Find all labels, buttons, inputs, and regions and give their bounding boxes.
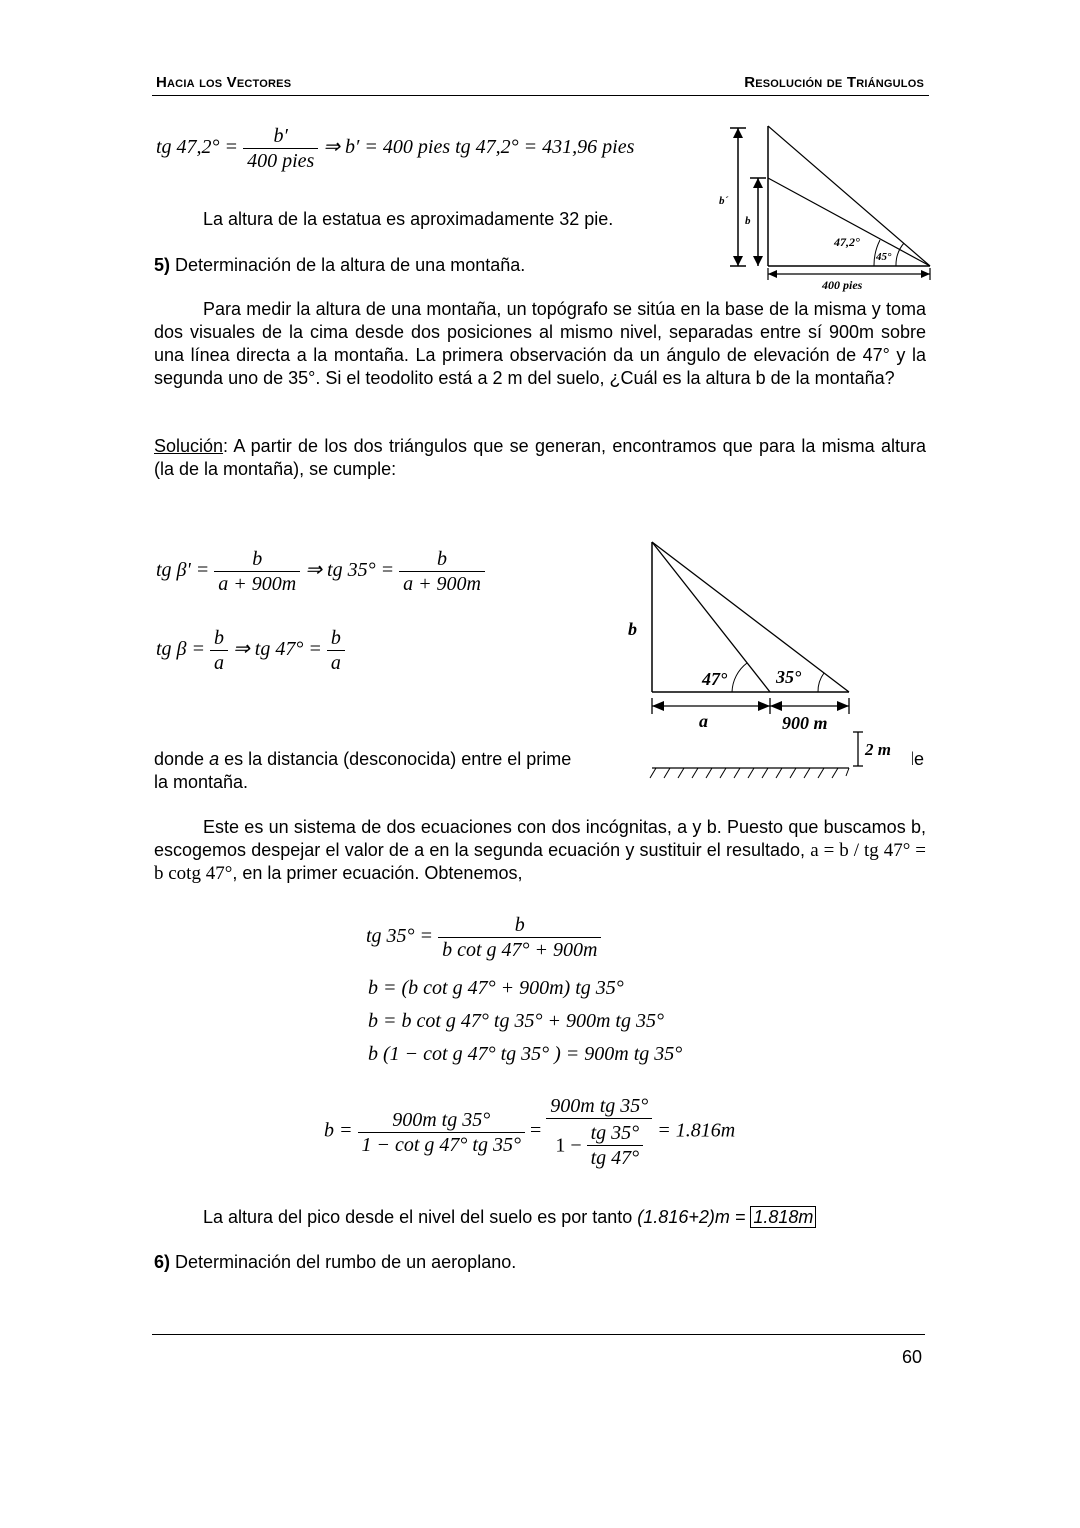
eq3-num-1: b: [210, 626, 228, 651]
deriv-l1-fraction: [438, 913, 601, 962]
final-equation: [324, 1094, 735, 1170]
eq2-fraction-2: [399, 547, 485, 596]
result-answer-box: 1.818m: [750, 1206, 816, 1228]
section-5-number: 5): [154, 255, 171, 275]
header-rule: [152, 95, 929, 96]
donde-pre: donde: [154, 749, 210, 769]
deriv-l1-num: b: [438, 913, 601, 938]
section-6-number: 6): [154, 1252, 171, 1272]
section-6-title: Determinación del rumbo de un aeroplano.: [170, 1252, 517, 1272]
page-number: 60: [901, 1347, 922, 1367]
donde-tail: de: [904, 749, 925, 769]
fig2-label-900m: 900 m: [782, 713, 828, 733]
eq2-den-1: a + 900m: [218, 573, 297, 595]
header-left: Hacia los Vectores: [156, 74, 292, 91]
final-fraction-1: [358, 1108, 525, 1157]
result-line: [203, 1206, 816, 1229]
eq-top-rhs: ⇒ b′ = 400 pies tg 47,2° = 431,96 pies: [323, 136, 635, 159]
final-result: = 1.816m: [657, 1119, 736, 1142]
eq3-fraction-2: [327, 626, 345, 675]
header-right: Resolución de Triángulos: [744, 74, 924, 91]
final-den-2: [546, 1119, 652, 1170]
derivation-line-1: [366, 913, 601, 962]
fig2-angle-47: 47°: [702, 669, 728, 689]
eq-top-fraction: [243, 124, 318, 173]
equation-tg-beta-prime: [156, 547, 485, 596]
fig1-angle-47: 47,2°: [834, 235, 860, 249]
eq2-mid: ⇒ tg 35° =: [305, 559, 395, 582]
derivation-line-2: b = (b cot g 47° + 900m) tg 35°: [368, 977, 624, 999]
final-inner-den: tg 47°: [590, 1147, 640, 1169]
final-den-2-pre: 1 −: [555, 1134, 582, 1157]
system-math: a = b / tg 47° = b cotg 47°: [154, 840, 926, 884]
system-text: Este es un sistema de dos ecuaciones con dos incógnitas, a y b. Puesto que buscamos b, escogemos despejar el valor de a en la segunda ecuación y sustituir el resultado,: [154, 817, 926, 860]
fig2-label-b: b: [628, 619, 637, 639]
problem-text: Para medir la altura de una montaña, un topógrafo se sitúa en la base de la misma y toma dos visuales de la cima desde dos posiciones al mismo nivel, separadas entre sí 900m sobre una línea directa a la montaña. La primera observación da un ángulo de elevación de 47° y la segunda uno de 35°. Si el teodolito está a 2 m del suelo, ¿Cuál es la altura b de la montaña?: [154, 299, 926, 388]
section-5-heading: [154, 254, 525, 277]
eq3-lhs: tg β =: [156, 638, 206, 661]
eq3-den-2: a: [330, 652, 341, 674]
final-lhs: b =: [324, 1119, 353, 1142]
final-inner-num: tg 35°: [587, 1121, 644, 1146]
eq3-den-1: a: [214, 652, 225, 674]
solution-text: : A partir de los dos triángulos que se generan, encontramos que para la misma altura (la de la montaña), se cumple:: [154, 436, 926, 479]
statue-height-text: La altura de la estatua es aproximadamente 32 pie.: [203, 209, 614, 229]
deriv-l1-den: b cot g 47° + 900m: [442, 939, 598, 961]
eq2-num-1: b: [214, 547, 300, 572]
final-equals: =: [529, 1119, 542, 1142]
final-inner-fraction: [587, 1121, 644, 1170]
solution-paragraph: [154, 435, 926, 481]
fig2-label-a: a: [699, 711, 708, 731]
eq2-num-2: b: [399, 547, 485, 572]
deriv-l1-lhs: tg 35° =: [366, 925, 434, 948]
fig1-label-b-prime: b´: [719, 195, 729, 207]
donde-a: a: [209, 749, 220, 769]
result-expr: (1.816+2)m =: [637, 1207, 751, 1227]
result-text: La altura del pico desde el nivel del suelo es por tanto: [203, 1207, 638, 1227]
problem-paragraph: [154, 298, 926, 390]
fig1-angle-45: 45°: [876, 251, 892, 263]
section-5-title: Determinación de la altura de una montaña.: [175, 255, 526, 275]
final-fraction-2: [546, 1094, 652, 1170]
derivation-line-3: b = b cot g 47° tg 35° + 900m tg 35°: [368, 1010, 664, 1032]
system-paragraph: [154, 816, 926, 885]
final-num-1: 900m tg 35°: [358, 1108, 525, 1133]
mountain-diagram: [612, 536, 912, 784]
eq2-lhs: tg β' =: [156, 559, 210, 582]
equation-tg-47-2: [156, 124, 634, 173]
eq-top-lhs: tg 47,2° =: [156, 136, 239, 159]
fig1-base-label: 400 pies: [822, 278, 863, 292]
fig1-label-b: b: [745, 215, 751, 227]
statue-diagram: [716, 122, 936, 294]
solution-label: Solución: [154, 436, 224, 456]
donde-line-2: la montaña.: [154, 772, 249, 792]
eq3-num-2: b: [327, 626, 345, 651]
eq3-mid: ⇒ tg 47° =: [233, 638, 322, 661]
fig2-label-2m: 2 m: [865, 740, 891, 759]
fig2-angle-35: 35°: [776, 667, 802, 687]
final-num-2: 900m tg 35°: [546, 1094, 652, 1119]
donde-post: es la distancia (desconocida) entre el prime: [219, 749, 572, 769]
eq2-fraction-1: [214, 547, 300, 596]
system-end: , en la primer ecuación. Obtenemos,: [232, 863, 523, 883]
equation-tg-beta: [156, 626, 345, 675]
eq-top-den: 400 pies: [247, 150, 315, 172]
derivation-line-4: b (1 − cot g 47° tg 35° ) = 900m tg 35°: [368, 1043, 683, 1065]
eq2-den-2: a + 900m: [403, 573, 482, 595]
section-6-heading: [154, 1251, 516, 1274]
eq-top-num: b′: [243, 124, 318, 149]
eq3-fraction-1: [210, 626, 228, 675]
final-den-1: 1 − cot g 47° tg 35°: [361, 1133, 521, 1156]
donde-line-1: [154, 748, 571, 771]
footer-rule: [152, 1334, 925, 1335]
